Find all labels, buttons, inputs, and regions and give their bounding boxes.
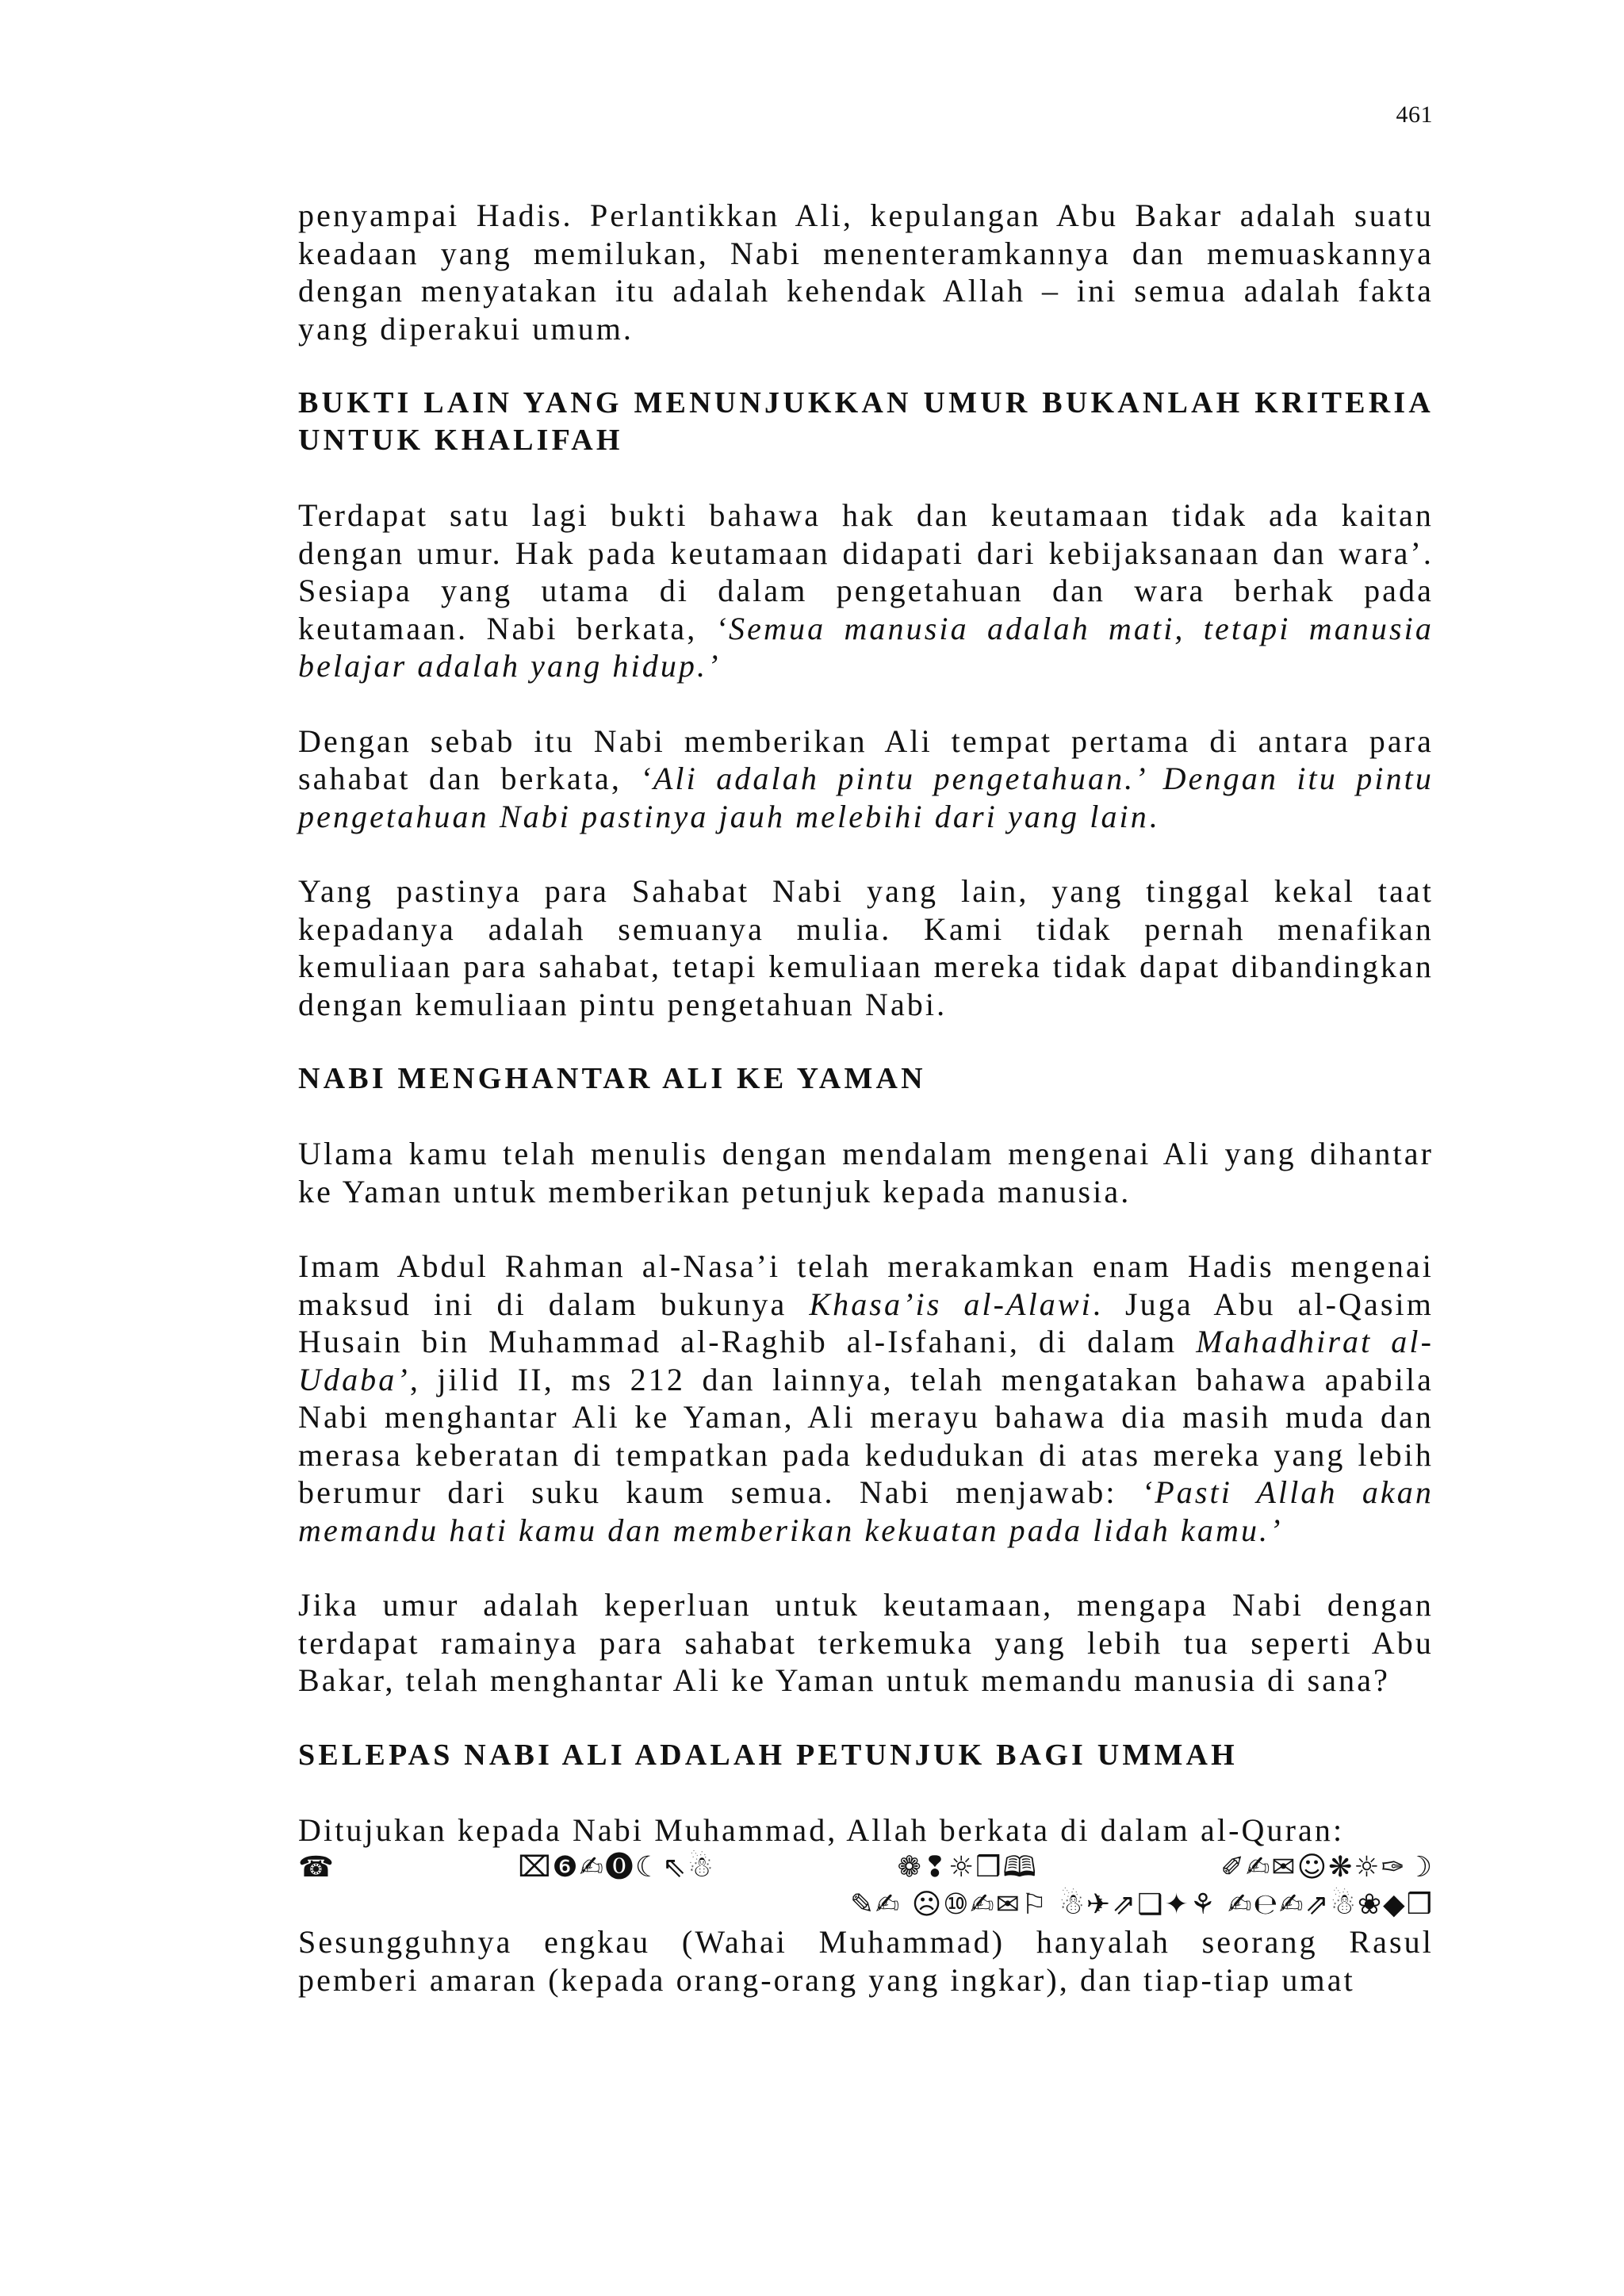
paragraph-text: Terdapat satu lagi bukti bahawa hak dan keutamaan tidak ada kaitan dengan umur. Hak pada keutamaan didapati dari kebijaksanaan dan wara’. Sesiapa yang utama di dalam pengetahuan dan wara berhak pada keutamaan. Nabi berkata, (298, 497, 1434, 646)
paragraph-intro: penyampai Hadis. Perlantikkan Ali, kepulangan Abu Bakar adalah suatu keadaan yang memilukan, Nabi menenteramkannya dan memuaskannya dengan menyatakan itu adalah kehendak Allah – ini semua adalah fakta yang diperakui umum. (298, 197, 1434, 347)
symbol-group: ❁❢☼❒🕮 (897, 1851, 1038, 1884)
paragraph-age-question: Jika umur adalah keperluan untuk keutamaan, mengapa Nabi dengan terdapat ramainya para sahabat terkemuka yang lebih tua seperti Abu Bakar, telah menghantar Ali ke Yaman untuk memandu manusia di sana? (298, 1587, 1434, 1698)
paragraph-text: , jilid II, ms 212 dan lainnya, telah mengatakan bahawa apabila Nabi menghantar Ali ke Yaman, Ali merayu bahawa dia masih muda dan merasa keberatan di tempatkan pada kedudukan di atas mereka yang lebih berumur dari suku kaum semua. Nabi menjawab: (298, 1361, 1434, 1510)
hadith-quote: ‘Pasti Allah akan memandu hati kamu dan memberikan kekuatan pada lidah kamu.’ (298, 1474, 1434, 1548)
paragraph-nasai-narration (298, 1248, 1434, 1549)
paragraph-quran-intro: Ditujukan kepada Nabi Muhammad, Allah berkata di dalam al-Quran: (298, 1811, 1345, 1848)
section-heading-age-not-criteria: BUKTI LAIN YANG MENUNJUKKAN UMUR BUKANLAH KRITERIA UNTUK KHALIFAH (298, 386, 1434, 457)
book-title: Khasa’is al-Alawi (809, 1286, 1093, 1322)
page-number: 461 (1396, 102, 1433, 128)
paragraph-companions: Yang pastinya para Sahabat Nabi yang lain, yang tinggal kekal taat kepadanya adalah semuanya mulia. Kami tidak pernah menafikan kemuliaan para sahabat, tetapi kemuliaan mereka tidak dapat dibandingkan dengan kemuliaan pintu pengetahuan Nabi. (298, 873, 1434, 1022)
symbol-group: ⌧❻✍⓿☾⇖☃ (517, 1851, 715, 1884)
paragraph-text: Imam Abdul Rahman al-Nasa’i telah merakamkan enam Hadis mengenai maksud ini di dalam bukunya (298, 1248, 1434, 1322)
hadith-quote: ‘Ali adalah pintu pengetahuan.’ Dengan itu pintu pengetahuan Nabi pastinya jauh melebihi dari yang lain (298, 761, 1434, 834)
quran-symbols-row-1 (298, 1849, 1434, 1886)
paragraph-knowledge-and-piety (298, 496, 1434, 685)
symbol-group: ☎ (298, 1851, 335, 1884)
paragraph-verse-translation: Sesungguhnya engkau (Wahai Muhammad) hanyalah seorang Rasul pemberi amaran (kepada orang-orang yang ingkar), dan tiap-tiap umat (298, 1924, 1434, 1998)
paragraph-scholars: Ulama kamu telah menulis dengan mendalam mengenai Ali yang dihantar ke Yaman untuk memberikan petunjuk kepada manusia. (298, 1136, 1434, 1209)
quran-symbols-row-2: ✎✍ ☹⑩✍✉⚐ ☃✈⇗❑✦⚘ ✍℮✍⇗☃❀◆❒ (849, 1888, 1434, 1921)
section-heading-ali-to-yemen: NABI MENGHANTAR ALI KE YAMAN (298, 1062, 926, 1095)
paragraph-gate-of-knowledge (298, 723, 1434, 836)
hadith-quote: ‘Semua manusia adalah mati, tetapi manusia belajar adalah yang hidup.’ (298, 610, 1434, 684)
paragraph-text: Dengan sebab itu Nabi memberikan Ali tempat pertama di antara para sahabat dan berkata, (298, 723, 1434, 796)
book-title: Mahadhirat al-Udaba’ (298, 1324, 1434, 1397)
symbol-group: ✐✍✉☺❋☼✑☽ (1220, 1851, 1434, 1884)
quran-verse-symbols (298, 1849, 1434, 1923)
page-body (298, 197, 1434, 1999)
section-heading-guide-for-ummah: SELEPAS NABI ALI ADALAH PETUNJUK BAGI UMMAH (298, 1738, 1238, 1772)
paragraph-end: . (1148, 798, 1159, 834)
paragraph-text: . Juga Abu al-Qasim Husain bin Muhammad al-Raghib al-Isfahani, di dalam (298, 1286, 1434, 1359)
